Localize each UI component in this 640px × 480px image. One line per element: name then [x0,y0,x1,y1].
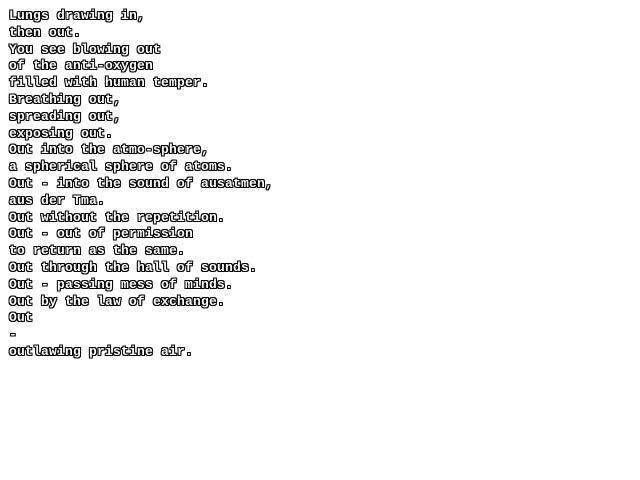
poem-line: - [9,327,18,343]
poem-line: Out by the law of exchange. [9,293,226,309]
poem-line: Lungs drawing in, [9,8,146,23]
poem-line: Out - passing mess of minds. [9,276,234,292]
poem-line: Breathing out, [9,91,122,107]
poem-line: aus der Tma. [9,192,106,208]
poem-line: Out through the hall of sounds. [9,259,258,275]
poem-line: You see blowing out [9,41,162,57]
poem-line: a spherical sphere of atoms. [9,159,234,175]
poem-line: Out into the atmo-sphere, [9,142,210,158]
poem-line: Out without the repetition. [9,209,226,225]
poem-text-block [9,8,273,361]
poem-line: of the anti-oxygen [9,58,154,74]
poem-line: filled with human temper. [9,75,210,91]
poem-line: outlawing pristine air. [9,343,194,359]
poem-line: exposing out. [9,125,114,141]
poem-line: Out [9,310,34,326]
poem-line: then out. [9,24,82,40]
poem-line: Out - out of permission [9,226,194,242]
poem-line: Out - into the sound of ausatmen, [9,175,274,191]
poem-line: spreading out, [9,108,122,124]
poem-line: to return as the same. [9,243,186,259]
